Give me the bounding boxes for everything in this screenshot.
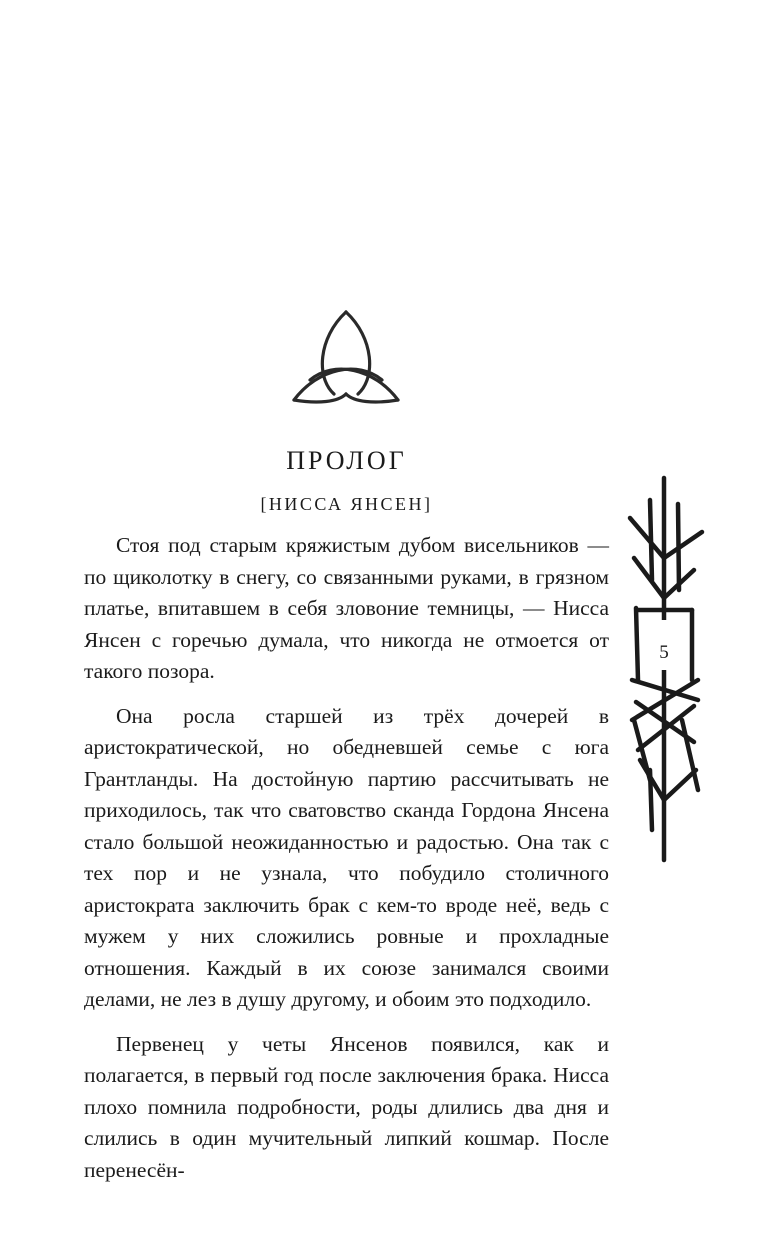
body-text [84, 530, 609, 1199]
paragraph: Стоя под старым кряжистым дубом висельников — по щиколотку в снегу, со связанными руками, в грязном платье, впитавшем в себя зловоние темницы, — Нисса Янсен с горечью думала, что никогда не отмоется от такого позора. [84, 533, 609, 683]
chapter-subtitle: [НИССА ЯНСЕН] [260, 494, 433, 514]
page-number: 5 [659, 642, 669, 663]
paragraph: Первенец у четы Янсенов появился, как и полагается, в первый год после заключения брака. Нисса плохо помнила подробности, роды длились два дня и слились в один мучительный липкий кошмар. После перенесён- [84, 1031, 609, 1182]
triquetra-icon [288, 308, 404, 408]
paragraph: Она росла старшей из трёх дочерей в аристократической, но обедневшей семье с юга Грантланды. На достойную партию рассчитывать не приходилось, так что сватовство сканда Гордона Янсена стало большой неожиданностью и радостью. Она так с тех пор и не узнала, что побудило столичного аристократа заключить брак с кем-то вроде неё, ведь с мужем у них сложились ровные и прохладные отношения. Каждый в их союзе занимался своими делами, не лез в душу другому, и обоим это подходило. [84, 703, 609, 1011]
chapter-title: ПРОЛОГ [286, 446, 407, 475]
rune-decoration-icon [624, 470, 706, 865]
